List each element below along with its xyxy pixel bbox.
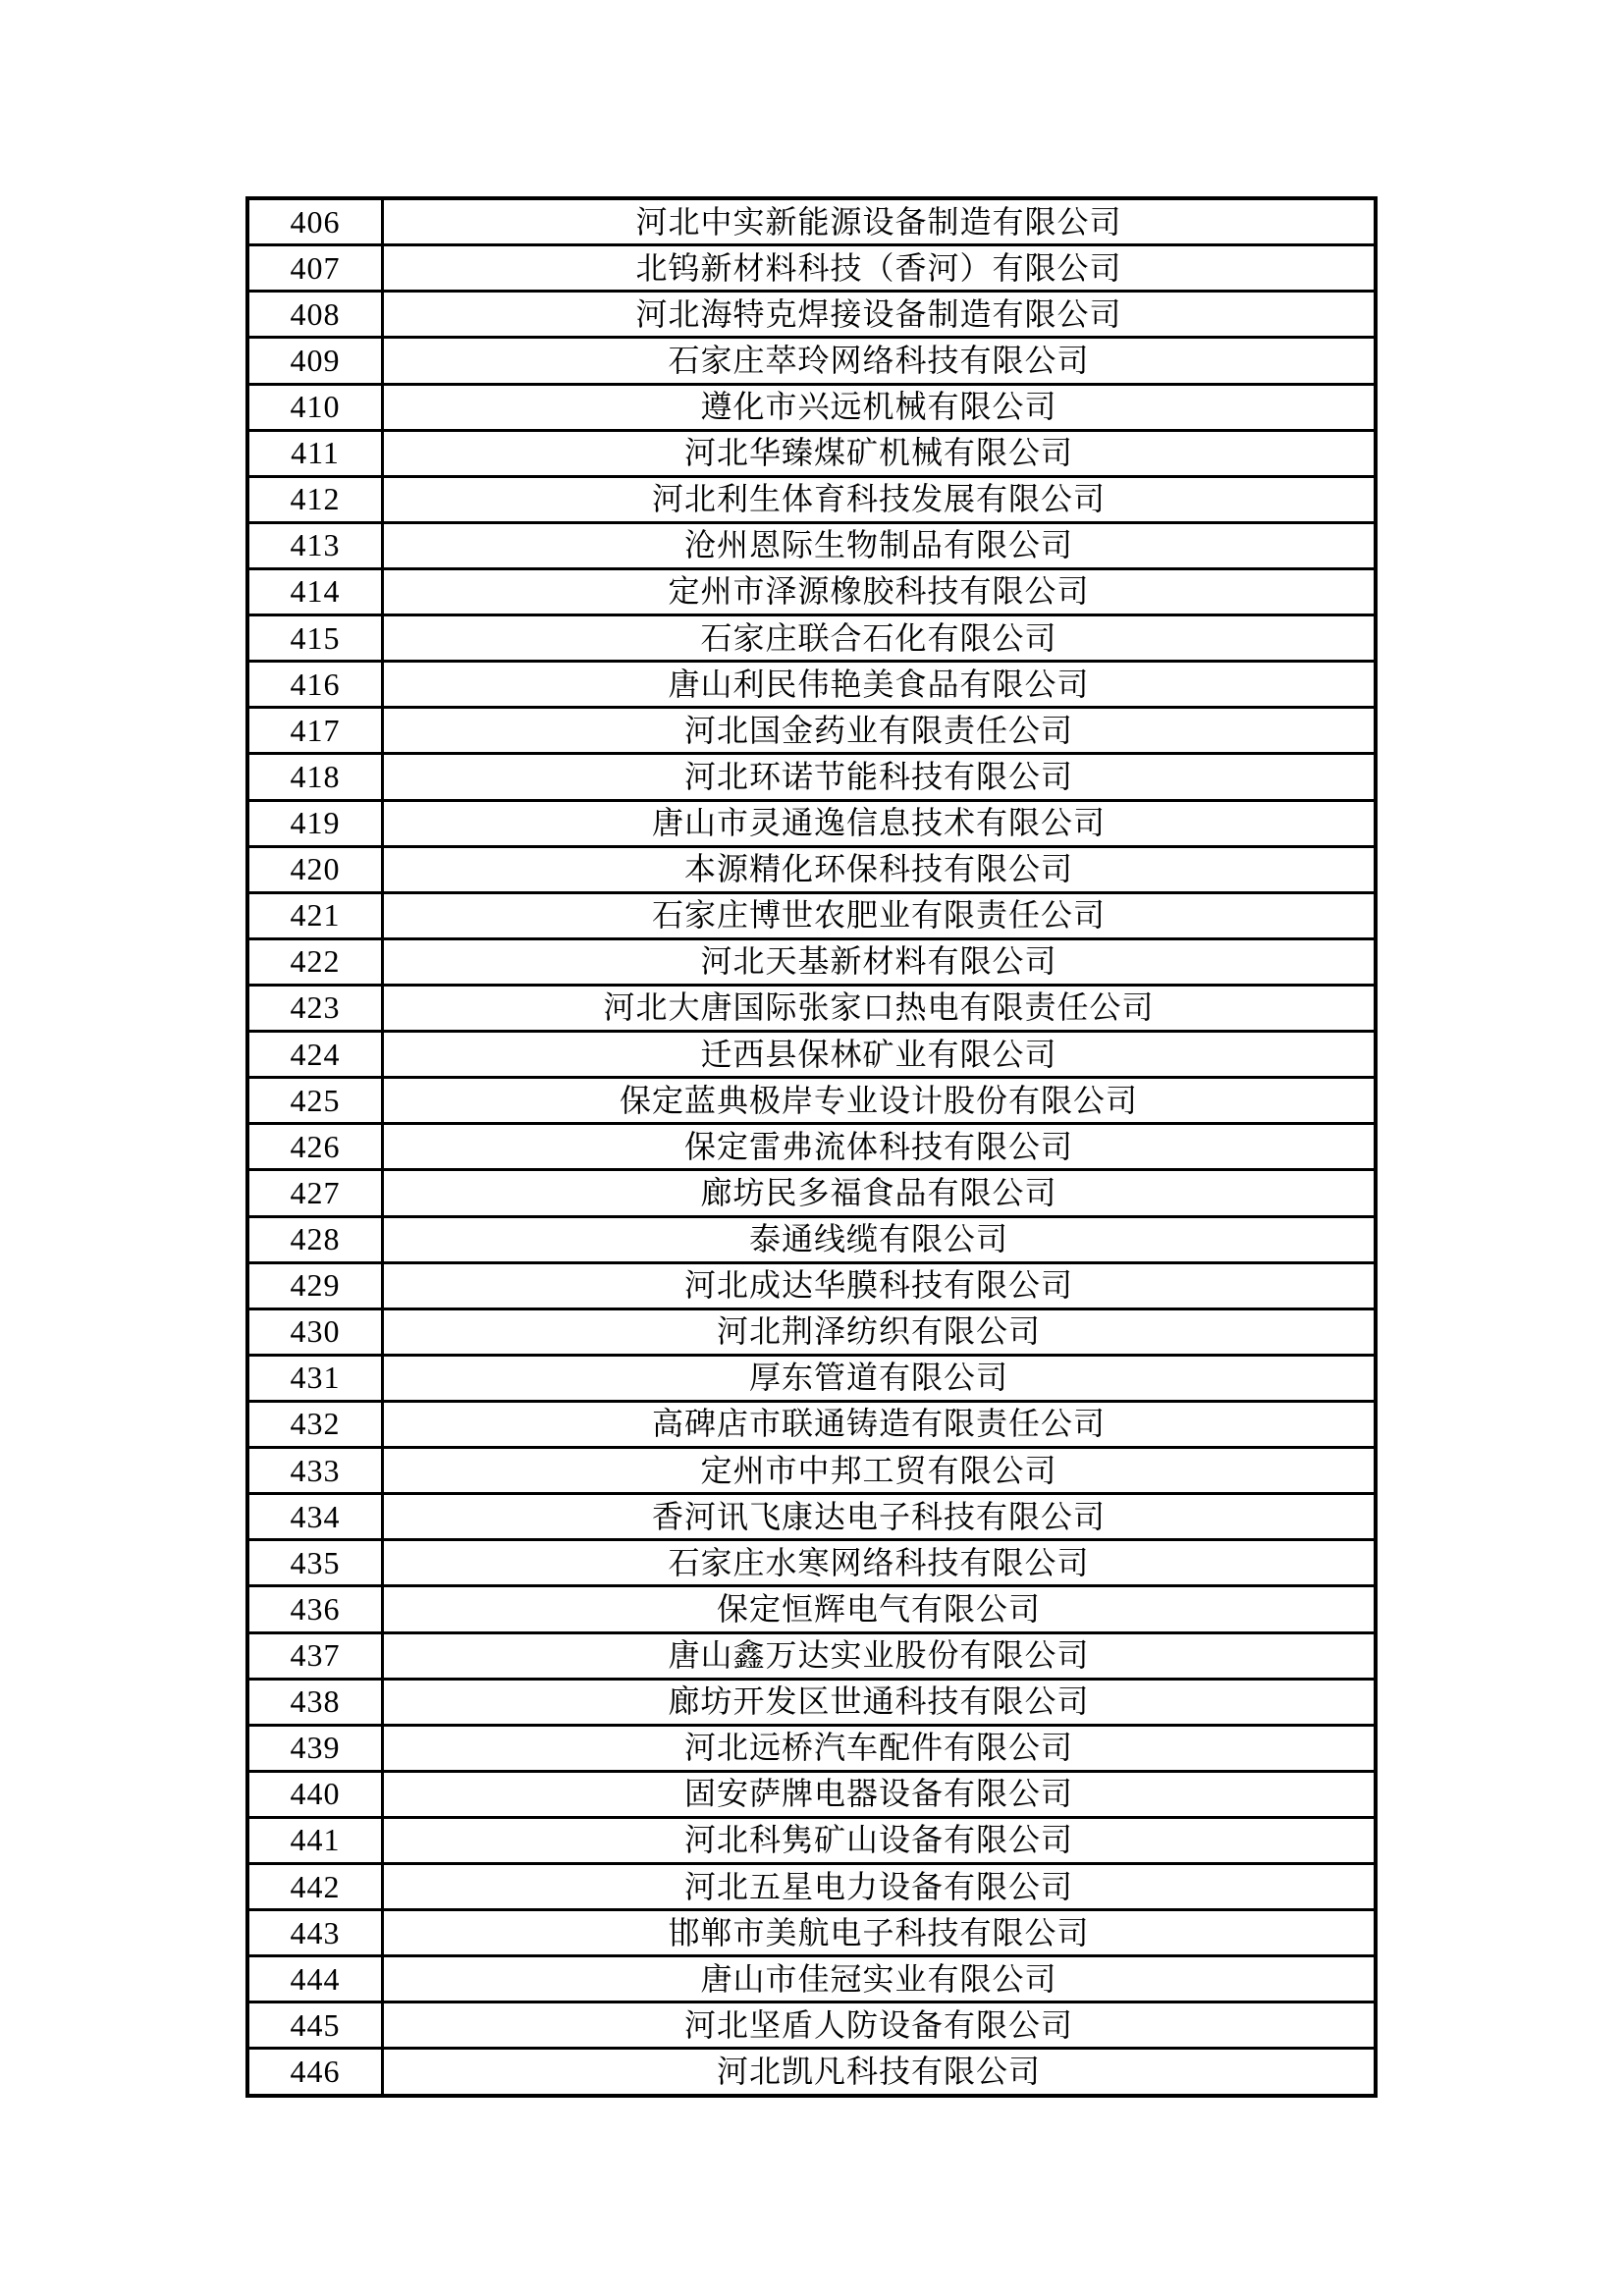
company-name-cell: 本源精化环保科技有限公司 bbox=[383, 846, 1377, 892]
table-row bbox=[247, 1864, 1376, 1910]
company-name-cell: 石家庄水寒网络科技有限公司 bbox=[383, 1540, 1377, 1586]
company-name-cell: 定州市中邦工贸有限公司 bbox=[383, 1448, 1377, 1494]
company-name-cell: 香河讯飞康达电子科技有限公司 bbox=[383, 1494, 1377, 1540]
company-name-cell: 河北五星电力设备有限公司 bbox=[383, 1864, 1377, 1910]
table-row bbox=[247, 198, 1376, 245]
table-row bbox=[247, 1124, 1376, 1170]
row-number-cell: 435 bbox=[247, 1540, 383, 1586]
company-table bbox=[245, 196, 1378, 2098]
table-row bbox=[247, 754, 1376, 800]
row-number-cell: 407 bbox=[247, 245, 383, 292]
company-name-cell: 河北利生体育科技发展有限公司 bbox=[383, 476, 1377, 522]
company-name-cell: 石家庄联合石化有限公司 bbox=[383, 615, 1377, 662]
table-row bbox=[247, 1170, 1376, 1216]
table-row bbox=[247, 708, 1376, 754]
row-number-cell: 436 bbox=[247, 1586, 383, 1632]
table-row bbox=[247, 1910, 1376, 1956]
row-number-cell: 423 bbox=[247, 985, 383, 1031]
row-number-cell: 444 bbox=[247, 1956, 383, 2002]
row-number-cell: 432 bbox=[247, 1401, 383, 1447]
row-number-cell: 439 bbox=[247, 1725, 383, 1771]
row-number-cell: 437 bbox=[247, 1632, 383, 1679]
table-row bbox=[247, 1540, 1376, 1586]
row-number-cell: 416 bbox=[247, 662, 383, 708]
table-row bbox=[247, 1448, 1376, 1494]
row-number-cell: 446 bbox=[247, 2049, 383, 2096]
row-number-cell: 411 bbox=[247, 430, 383, 476]
table-row bbox=[247, 568, 1376, 614]
row-number-cell: 427 bbox=[247, 1170, 383, 1216]
table-row bbox=[247, 1262, 1376, 1308]
row-number-cell: 434 bbox=[247, 1494, 383, 1540]
company-name-cell: 唐山市佳冠实业有限公司 bbox=[383, 1956, 1377, 2002]
company-name-cell: 唐山鑫万达实业股份有限公司 bbox=[383, 1632, 1377, 1679]
company-table-body bbox=[247, 198, 1376, 2096]
table-row bbox=[247, 476, 1376, 522]
row-number-cell: 440 bbox=[247, 1771, 383, 1817]
company-name-cell: 沧州恩际生物制品有限公司 bbox=[383, 522, 1377, 568]
table-row bbox=[247, 2002, 1376, 2049]
row-number-cell: 418 bbox=[247, 754, 383, 800]
company-name-cell: 河北环诺节能科技有限公司 bbox=[383, 754, 1377, 800]
row-number-cell: 410 bbox=[247, 384, 383, 430]
company-name-cell: 石家庄萃玲网络科技有限公司 bbox=[383, 338, 1377, 384]
company-name-cell: 河北天基新材料有限公司 bbox=[383, 938, 1377, 985]
table-row bbox=[247, 1586, 1376, 1632]
row-number-cell: 425 bbox=[247, 1078, 383, 1124]
table-row bbox=[247, 985, 1376, 1031]
table-row bbox=[247, 430, 1376, 476]
company-name-cell: 迁西县保林矿业有限公司 bbox=[383, 1032, 1377, 1078]
row-number-cell: 406 bbox=[247, 198, 383, 245]
table-row bbox=[247, 1355, 1376, 1401]
table-row bbox=[247, 1401, 1376, 1447]
row-number-cell: 431 bbox=[247, 1355, 383, 1401]
company-name-cell: 河北大唐国际张家口热电有限责任公司 bbox=[383, 985, 1377, 1031]
company-list-table-container bbox=[245, 196, 1378, 2098]
company-name-cell: 廊坊开发区世通科技有限公司 bbox=[383, 1679, 1377, 1725]
company-name-cell: 河北科隽矿山设备有限公司 bbox=[383, 1817, 1377, 1863]
company-name-cell: 廊坊民多福食品有限公司 bbox=[383, 1170, 1377, 1216]
company-name-cell: 河北华臻煤矿机械有限公司 bbox=[383, 430, 1377, 476]
table-row bbox=[247, 938, 1376, 985]
row-number-cell: 430 bbox=[247, 1308, 383, 1355]
row-number-cell: 415 bbox=[247, 615, 383, 662]
row-number-cell: 443 bbox=[247, 1910, 383, 1956]
company-name-cell: 遵化市兴远机械有限公司 bbox=[383, 384, 1377, 430]
company-name-cell: 邯郸市美航电子科技有限公司 bbox=[383, 1910, 1377, 1956]
row-number-cell: 441 bbox=[247, 1817, 383, 1863]
company-name-cell: 河北中实新能源设备制造有限公司 bbox=[383, 198, 1377, 245]
company-name-cell: 厚东管道有限公司 bbox=[383, 1355, 1377, 1401]
row-number-cell: 417 bbox=[247, 708, 383, 754]
row-number-cell: 414 bbox=[247, 568, 383, 614]
table-row bbox=[247, 1632, 1376, 1679]
company-name-cell: 河北凯凡科技有限公司 bbox=[383, 2049, 1377, 2096]
company-name-cell: 河北坚盾人防设备有限公司 bbox=[383, 2002, 1377, 2049]
table-row bbox=[247, 384, 1376, 430]
row-number-cell: 412 bbox=[247, 476, 383, 522]
table-row bbox=[247, 1078, 1376, 1124]
row-number-cell: 442 bbox=[247, 1864, 383, 1910]
company-name-cell: 唐山市灵通逸信息技术有限公司 bbox=[383, 800, 1377, 846]
table-row bbox=[247, 615, 1376, 662]
table-row bbox=[247, 1308, 1376, 1355]
table-row bbox=[247, 846, 1376, 892]
company-name-cell: 石家庄博世农肥业有限责任公司 bbox=[383, 892, 1377, 938]
row-number-cell: 426 bbox=[247, 1124, 383, 1170]
row-number-cell: 419 bbox=[247, 800, 383, 846]
table-row bbox=[247, 892, 1376, 938]
company-name-cell: 保定雷弗流体科技有限公司 bbox=[383, 1124, 1377, 1170]
company-name-cell: 高碑店市联通铸造有限责任公司 bbox=[383, 1401, 1377, 1447]
row-number-cell: 433 bbox=[247, 1448, 383, 1494]
row-number-cell: 409 bbox=[247, 338, 383, 384]
table-row bbox=[247, 1725, 1376, 1771]
row-number-cell: 413 bbox=[247, 522, 383, 568]
table-row bbox=[247, 292, 1376, 338]
row-number-cell: 429 bbox=[247, 1262, 383, 1308]
company-name-cell: 固安萨牌电器设备有限公司 bbox=[383, 1771, 1377, 1817]
company-name-cell: 泰通线缆有限公司 bbox=[383, 1216, 1377, 1262]
company-name-cell: 河北成达华膜科技有限公司 bbox=[383, 1262, 1377, 1308]
row-number-cell: 445 bbox=[247, 2002, 383, 2049]
table-row bbox=[247, 800, 1376, 846]
table-row bbox=[247, 245, 1376, 292]
company-name-cell: 定州市泽源橡胶科技有限公司 bbox=[383, 568, 1377, 614]
table-row bbox=[247, 1771, 1376, 1817]
company-name-cell: 河北荆泽纺织有限公司 bbox=[383, 1308, 1377, 1355]
row-number-cell: 408 bbox=[247, 292, 383, 338]
company-name-cell: 河北国金药业有限责任公司 bbox=[383, 708, 1377, 754]
row-number-cell: 422 bbox=[247, 938, 383, 985]
company-name-cell: 保定蓝典极岸专业设计股份有限公司 bbox=[383, 1078, 1377, 1124]
table-row bbox=[247, 522, 1376, 568]
row-number-cell: 428 bbox=[247, 1216, 383, 1262]
table-row bbox=[247, 1216, 1376, 1262]
row-number-cell: 421 bbox=[247, 892, 383, 938]
table-row bbox=[247, 1817, 1376, 1863]
company-name-cell: 河北远桥汽车配件有限公司 bbox=[383, 1725, 1377, 1771]
table-row bbox=[247, 1032, 1376, 1078]
row-number-cell: 424 bbox=[247, 1032, 383, 1078]
table-row bbox=[247, 2049, 1376, 2096]
company-name-cell: 北钨新材料科技（香河）有限公司 bbox=[383, 245, 1377, 292]
row-number-cell: 420 bbox=[247, 846, 383, 892]
table-row bbox=[247, 1679, 1376, 1725]
row-number-cell: 438 bbox=[247, 1679, 383, 1725]
table-row bbox=[247, 338, 1376, 384]
table-row bbox=[247, 1956, 1376, 2002]
table-row bbox=[247, 662, 1376, 708]
company-name-cell: 保定恒辉电气有限公司 bbox=[383, 1586, 1377, 1632]
table-row bbox=[247, 1494, 1376, 1540]
company-name-cell: 唐山利民伟艳美食品有限公司 bbox=[383, 662, 1377, 708]
company-name-cell: 河北海特克焊接设备制造有限公司 bbox=[383, 292, 1377, 338]
